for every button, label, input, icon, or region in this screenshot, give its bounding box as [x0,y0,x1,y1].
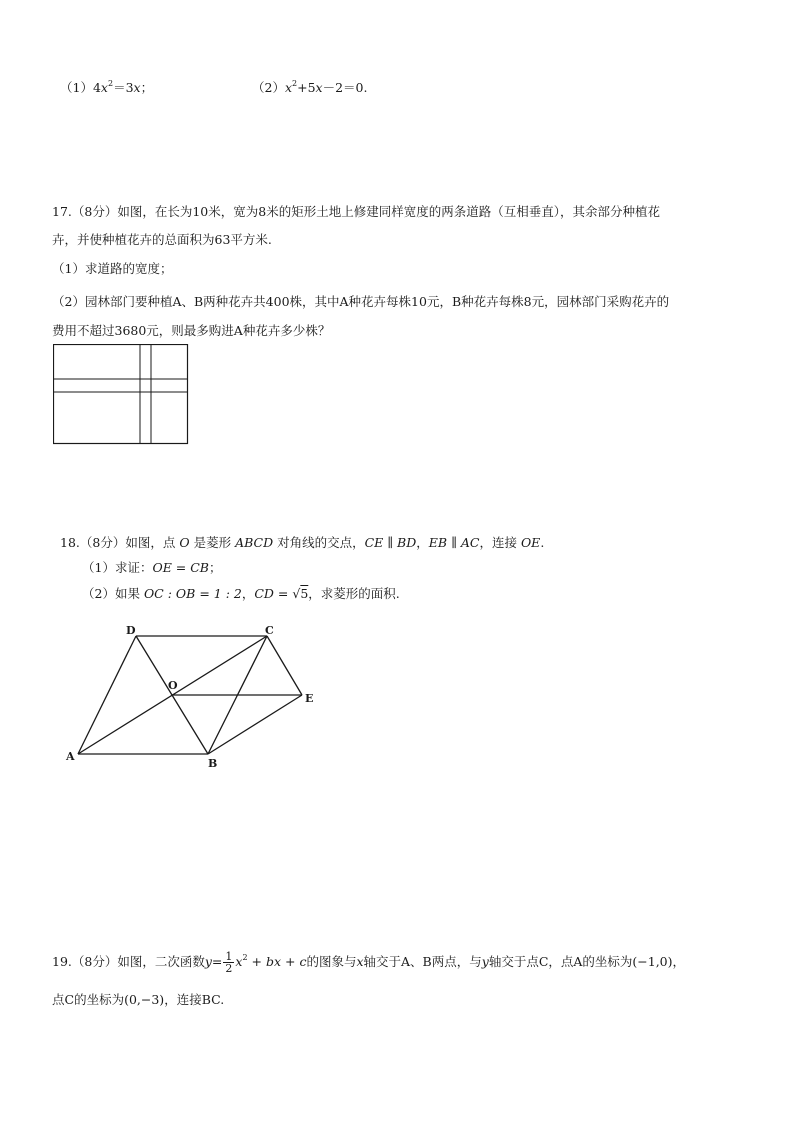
q16-part1-label: （1） [60,80,93,95]
q16-part1: $(1)4x^2=3x$； [60,79,154,95]
q17-part1: （1）求道路的宽度； [52,261,173,276]
q19-line2: 点C的坐标为(0,−3)，连接BC. [52,992,225,1007]
q17-line3: （2）园林部门要种植A、B两种花卉共400株，其中A种花卉每株10元，B种花卉每株8元，园林部门采购花卉的 [52,294,670,309]
q18-label-B: B [208,757,218,770]
q18-label-O: O [168,679,178,692]
q18-label-D: D [126,624,136,637]
q18-rhombus-figure [62,622,322,772]
q18-label-A: A [66,750,75,763]
q17-line4: 费用不超过3680元，则最多购进A种花卉多少株？ [52,323,331,338]
q18-segment-CE [267,636,302,695]
q18-label-E: E [305,692,314,705]
q17-field-rect [54,345,188,444]
q18-label-C: C [265,624,274,637]
q16-part2: $(2)x^2+5x-2=0$. [252,79,368,95]
q18-line1: 18.（8分）如图，点 O 是菱形 ABCD 对角线的交点，CE ∥ BD，EB ∥ AC，连接 OE. [60,535,545,550]
q17-road-diagram [53,344,193,446]
q17-line2: 卉，并使种植花卉的总面积为63平方米. [52,232,272,247]
q19-fraction: $\frac{1}{2}$ [225,950,233,975]
q18-part1: （1）求证：OE = CB； [82,560,222,575]
q19-line1: 19.（8分）如图，二次函数y= $\frac{1}{2}$ $x^2$ + bx + c的图象与x轴交于A、B两点，与y轴交于点C，点A的坐标为(−1,0)， [52,950,686,975]
q17-line1: 17.（8分）如图，在长为10米，宽为8米的矩形土地上修建同样宽度的两条道路（互相垂直），其余部分种植花 [52,204,660,219]
q18-part2: （2）如果 OC : OB = 1 : 2，CD = √5，求菱形的面积. [82,586,400,601]
q16-part2-label: （2） [252,80,285,95]
